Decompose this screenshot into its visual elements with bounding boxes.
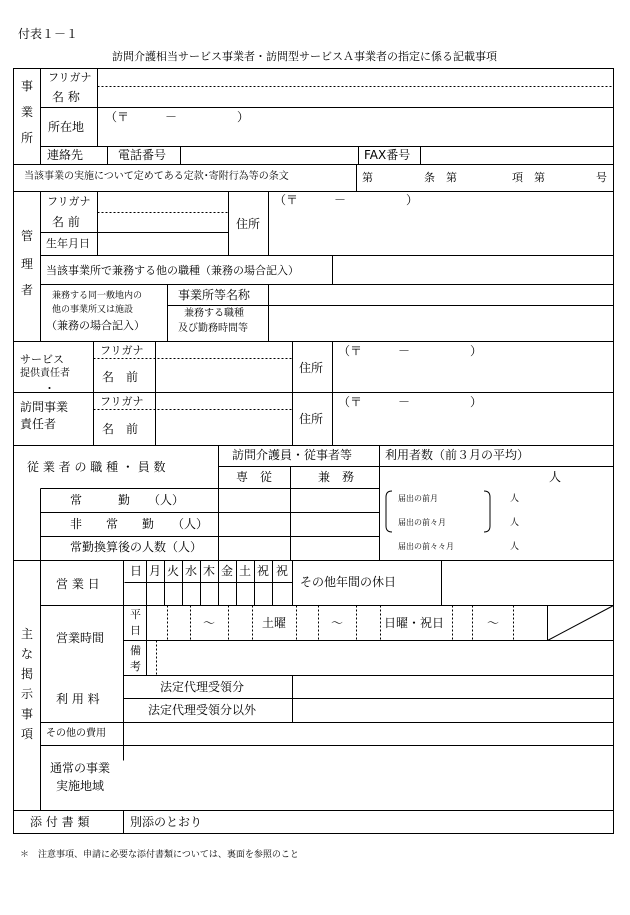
sunday-tilde: ～ (487, 616, 500, 630)
staff-parttime-label: 非 常 勤 （人） (70, 517, 209, 531)
weekday-label-1: 平 (130, 608, 141, 621)
staff-prev-3-label: 届出の前々々月 (398, 542, 454, 551)
office-fax-label: FAX番号 (364, 148, 411, 162)
remarks-label-2: 考 (130, 660, 141, 673)
footnote: ＊ 注意事項、申請に必要な添付書類については、裏面を参照のこと (20, 850, 299, 860)
responsible-side-3: ・ (44, 382, 55, 395)
staff-users-header: 利用者数（前３月の平均） (385, 448, 530, 462)
articles-jo: 条 (424, 171, 435, 184)
staff-prev-2-label: 届出の前々月 (398, 518, 446, 527)
day-fri[interactable]: 金 (221, 564, 234, 578)
day-holiday-2[interactable]: 祝 (276, 564, 289, 578)
responsible-1-furigana-label: フリガナ (100, 344, 144, 357)
manager-duty-line2: 及び勤務時間等 (178, 323, 248, 334)
staff-prev-month-unit: 人 (510, 494, 520, 504)
manager-birth-label: 生年月日 (46, 237, 90, 250)
staff-converted-label: 常勤換算後の人数（人） (70, 540, 203, 554)
manager-side-2: 理 (20, 257, 33, 271)
articles-ko: 項 (512, 171, 523, 184)
responsible-side-4: 訪問事業 (20, 400, 69, 414)
staff-concurrent-header: 兼 務 (318, 470, 355, 484)
weekday-label-2: 日 (130, 624, 141, 637)
staff-prev-2-unit: 人 (510, 518, 520, 528)
responsible-1-postal-code[interactable]: （〒 － ） (338, 344, 483, 358)
attachment-label: 添 付 書 類 (30, 815, 90, 829)
saturday-label: 土曜 (262, 616, 287, 630)
other-costs-label: その他の費用 (46, 728, 106, 739)
day-sun[interactable]: 日 (130, 564, 143, 578)
responsible-side-1: サービス (20, 353, 64, 366)
items-side-1: 主 (20, 627, 33, 641)
office-address-label: 所在地 (48, 120, 85, 134)
staff-dedicated-header: 専 従 (236, 470, 273, 484)
saturday-tilde: ～ (331, 616, 344, 630)
responsible-2-postal-code[interactable]: （〒 － ） (338, 395, 483, 409)
remarks-label-1: 備 (130, 644, 141, 657)
items-side-6: 項 (20, 727, 33, 741)
staff-prev-3-unit: 人 (510, 542, 520, 552)
fee-label: 利 用 料 (56, 692, 100, 706)
items-side-3: 掲 (20, 667, 33, 681)
day-sat[interactable]: 土 (239, 564, 252, 578)
items-side-4: 示 (20, 687, 33, 701)
day-thu[interactable]: 木 (203, 564, 216, 578)
manager-other-office-line2: 他の事業所又は施設 (52, 305, 134, 315)
staff-title: 従 業 者 の 職 種 ・ 員 数 (27, 460, 166, 474)
manager-side-1: 管 (20, 229, 33, 243)
office-furigana-label: フリガナ (48, 71, 92, 84)
day-mon[interactable]: 月 (149, 564, 162, 578)
responsible-2-name-label: 名 前 (102, 422, 139, 436)
staff-users-unit: 人 (549, 470, 562, 484)
articles-go: 号 (596, 171, 607, 184)
manager-address-label: 住所 (236, 217, 261, 231)
responsible-1-address-label: 住所 (299, 361, 324, 375)
form-label: 付表１－１ (18, 27, 79, 41)
weekday-tilde: ～ (203, 616, 216, 630)
staff-prev-month-label: 届出の前月 (398, 494, 438, 503)
manager-furigana-label: フリガナ (47, 195, 91, 208)
responsible-1-name-label: 名 前 (102, 370, 139, 384)
manager-postal-code[interactable]: （〒 － ） (274, 193, 419, 207)
form-title: 訪問介護相当サービス事業者・訪問型サービスＡ事業者の指定に係る記載事項 (112, 50, 497, 63)
office-side-2: 業 (20, 105, 33, 119)
sunday-holiday-label: 日曜・祝日 (384, 616, 445, 630)
business-hours-label: 営業時間 (56, 631, 105, 645)
manager-side-3: 者 (20, 283, 33, 297)
fee-statutory-label: 法定代理受領分 (160, 680, 245, 694)
manager-duty-line1: 兼務する職種 (184, 308, 244, 319)
office-postal-code[interactable]: （〒 － ） (105, 110, 250, 124)
fee-other-label: 法定代理受領分以外 (148, 703, 257, 717)
articles-dai-3: 第 (534, 171, 545, 184)
articles-dai-1: 第 (362, 171, 373, 184)
day-tue[interactable]: 火 (167, 564, 180, 578)
responsible-side-5: 責任者 (20, 417, 57, 431)
attachment-value: 別添のとおり (130, 815, 203, 829)
office-side-3: 所 (20, 131, 33, 145)
service-area-label-1: 通常の事業 (50, 761, 111, 775)
articles-label: 当該事業の実施について定めてある定款･寄附行為等の条文 (24, 171, 289, 182)
responsible-2-furigana-label: フリガナ (100, 395, 144, 408)
staff-helper-header: 訪問介護員・従事者等 (232, 448, 353, 462)
items-side-5: 事 (20, 707, 33, 721)
manager-office-name-label: 事業所等名称 (178, 288, 251, 302)
manager-other-office-line1: 兼務する同一敷地内の (52, 291, 143, 301)
staff-fulltime-label: 常 勤 （人） (70, 493, 185, 507)
manager-other-duty-label: 当該事業所で兼務する他の職種（兼務の場合記入） (46, 264, 299, 277)
items-side-2: な (20, 647, 33, 661)
business-days-label: 営 業 日 (56, 577, 100, 591)
office-name-label: 名 称 (52, 90, 80, 104)
manager-name-label: 名 前 (52, 215, 80, 229)
day-wed[interactable]: 水 (185, 564, 198, 578)
office-contact-label: 連絡先 (47, 148, 84, 162)
manager-other-office-line3: （兼務の場合記入） (46, 319, 145, 332)
office-phone-label: 電話番号 (118, 148, 167, 162)
responsible-side-2: 提供責任者 (20, 368, 70, 379)
office-side-1: 事 (20, 79, 33, 93)
day-holiday[interactable]: 祝 (257, 564, 270, 578)
articles-dai-2: 第 (446, 171, 457, 184)
responsible-2-address-label: 住所 (299, 412, 324, 426)
service-area-label-2: 実施地域 (56, 779, 105, 793)
other-holidays-label: その他年間の休日 (300, 575, 397, 589)
